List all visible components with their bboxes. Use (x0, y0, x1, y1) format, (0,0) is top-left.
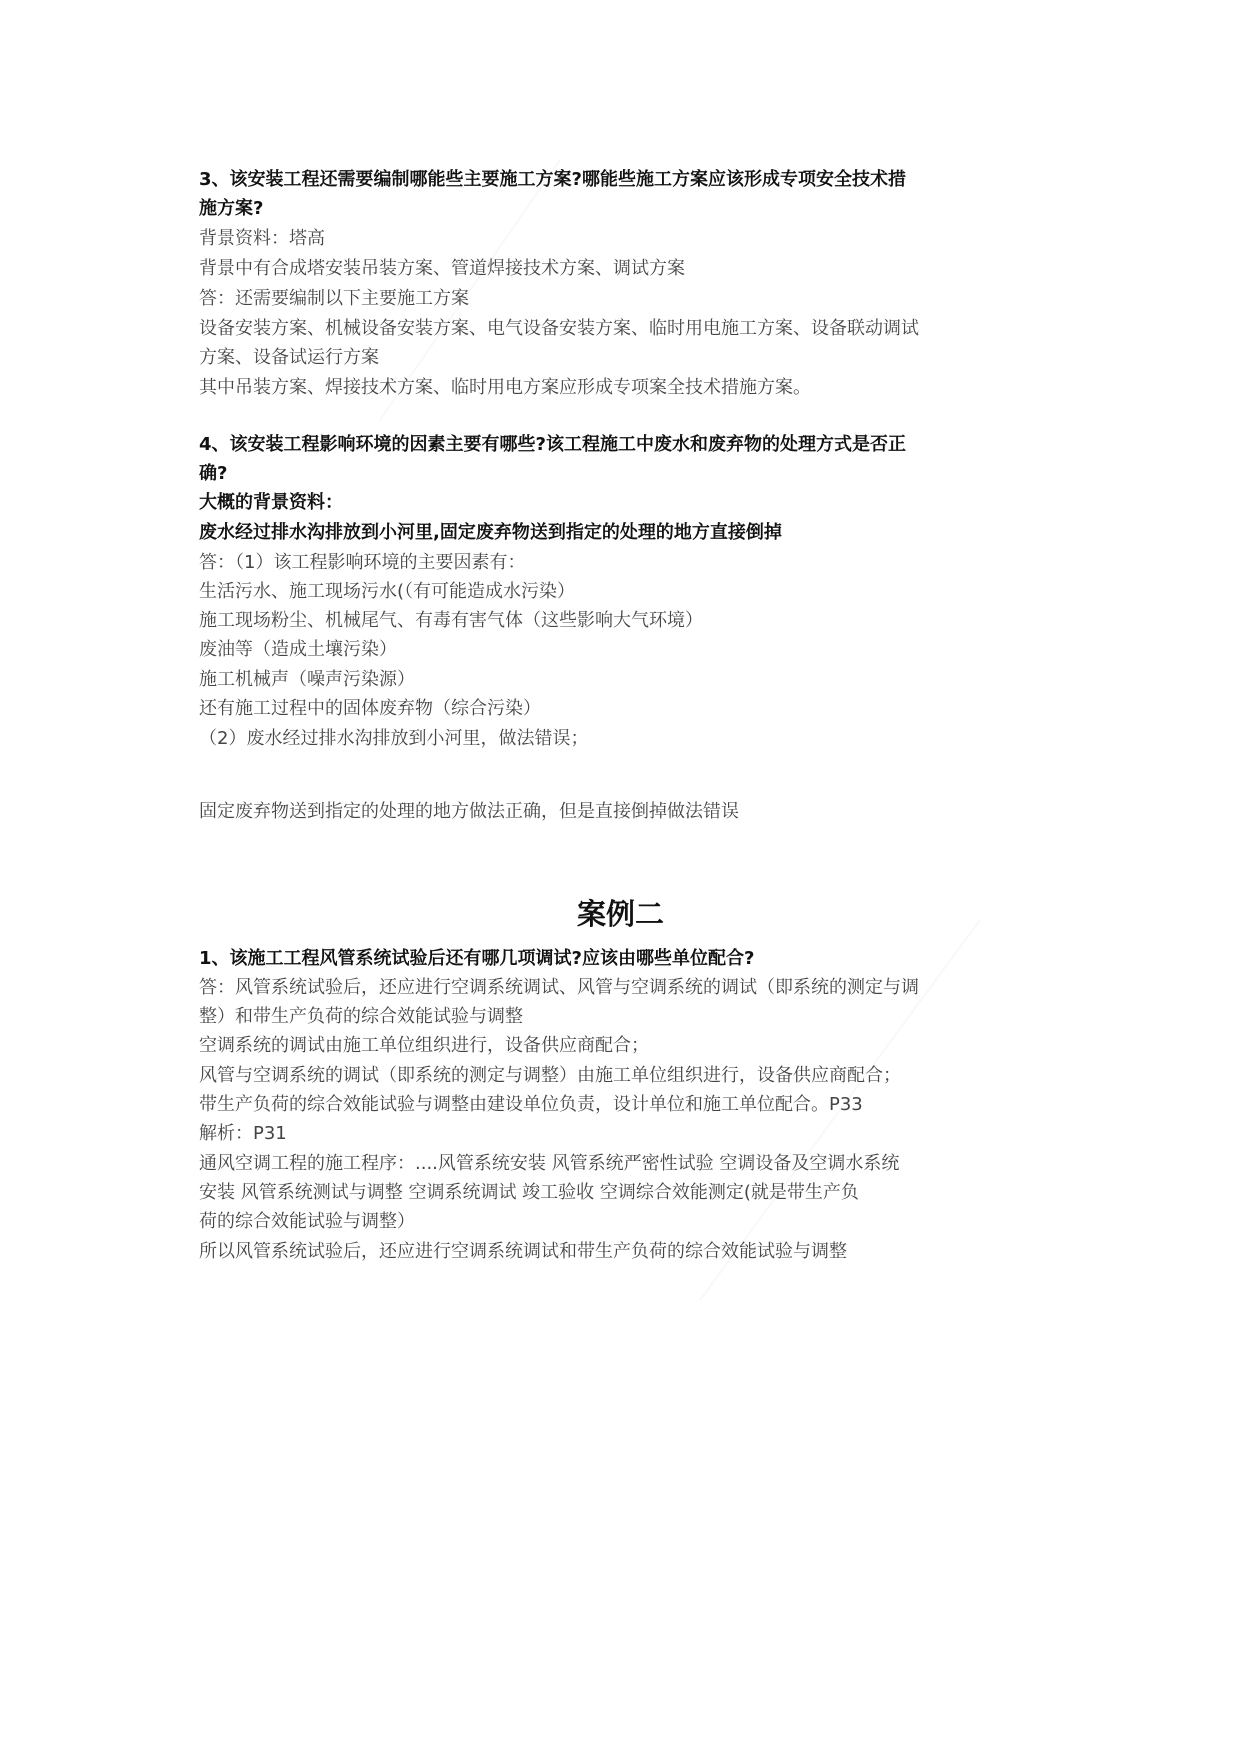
case2-line: 解析：P31 (199, 1123, 287, 1144)
case2-line: 所以风管系统试验后，还应进行空调系统调试和带生产负荷的综合效能试验与调整 (199, 1241, 847, 1262)
section3-question: 3、该安装工程还需要编制哪能些主要施工方案?哪能些施工方案应该形成专项安全技术措 (199, 169, 906, 190)
section4-conclusion: 固定废弃物送到指定的处理的地方做法正确，但是直接倒掉做法错误 (199, 801, 739, 822)
case2-question: 1、该施工工程风管系统试验后还有哪几项调试?应该由哪些单位配合? (199, 948, 755, 969)
section3-answer-intro: 答：还需要编制以下主要施工方案 (199, 288, 469, 309)
case2-line: 通风空调工程的施工程序：....风管系统安装 风管系统严密性试验 空调设备及空调水系统 (199, 1153, 900, 1174)
case2-line: 带生产负荷的综合效能试验与调整由建设单位负责，设计单位和施工单位配合。P33 (199, 1094, 863, 1115)
case2-line: 空调系统的调试由施工单位组织进行，设备供应商配合； (199, 1035, 649, 1056)
section4-question-cont: 确? (199, 463, 228, 484)
case2-line: 整）和带生产负荷的综合效能试验与调整 (199, 1006, 523, 1027)
section4-bg-text: 废水经过排水沟排放到小河里,固定废弃物送到指定的处理的地方直接倒掉 (199, 522, 782, 543)
section4-item: 施工机械声（噪声污染源） (199, 669, 415, 690)
section4-answer-intro: 答：（1）该工程影响环境的主要因素有： (199, 552, 526, 573)
section4-bg-label: 大概的背景资料： (199, 492, 343, 513)
section3-answer-line3: 其中吊装方案、焊接技术方案、临时用电方案应形成专项案全技术措施方案。 (199, 377, 811, 398)
case2-title: 案例二 (576, 897, 664, 931)
section4-item: （2）废水经过排水沟排放到小河里，做法错误； (199, 728, 589, 749)
section3-question-cont: 施方案? (199, 198, 264, 219)
section3-answer-line1: 设备安装方案、机械设备安装方案、电气设备安装方案、临时用电施工方案、设备联动调试 (199, 318, 919, 339)
case2-line: 风管与空调系统的调试（即系统的测定与调整）由施工单位组织进行，设备供应商配合； (199, 1065, 901, 1086)
section3-bg-text: 背景中有合成塔安装吊装方案、管道焊接技术方案、调试方案 (199, 258, 685, 279)
section4-item: 废油等（造成土壤污染） (199, 639, 397, 660)
section3-bg-label: 背景资料：塔高 (199, 228, 325, 249)
section4-item: 还有施工过程中的固体废弃物（综合污染） (199, 698, 541, 719)
section4-question: 4、该安装工程影响环境的因素主要有哪些?该工程施工中废水和废弃物的处理方式是否正 (199, 434, 906, 455)
section4-item: 施工现场粉尘、机械尾气、有毒有害气体（这些影响大气环境） (199, 610, 703, 631)
case2-line: 答：风管系统试验后，还应进行空调系统调试、风管与空调系统的调试（即系统的测定与调 (199, 977, 919, 998)
case2-line: 安装 风管系统测试与调整 空调系统调试 竣工验收 空调综合效能测定(就是带生产负 (199, 1182, 859, 1203)
section4-item: 生活污水、施工现场污水(（有可能造成水污染） (199, 581, 576, 602)
section3-answer-line2: 方案、设备试运行方案 (199, 347, 379, 368)
case2-line: 荷的综合效能试验与调整） (199, 1211, 415, 1232)
